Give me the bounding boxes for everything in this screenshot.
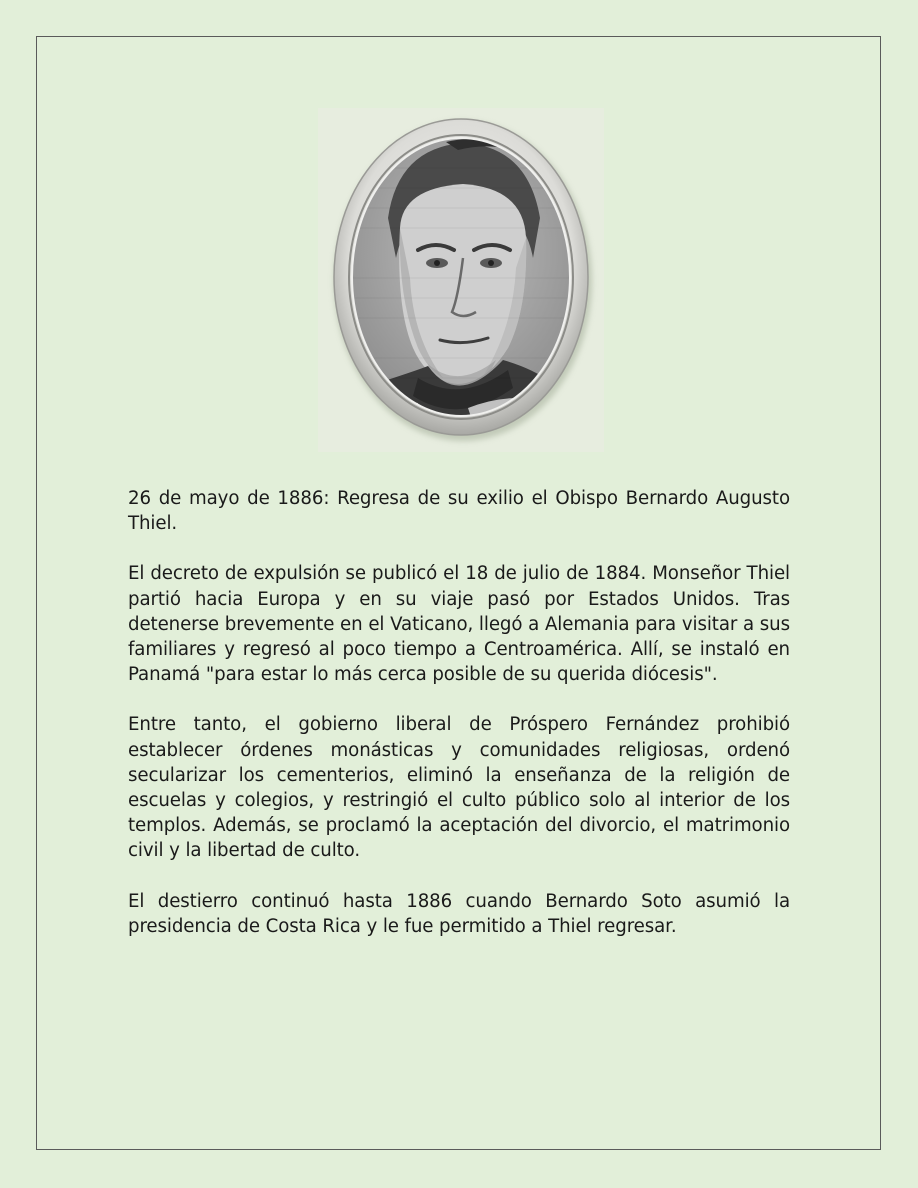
paragraph-expulsion: El decreto de expulsión se publicó el 18 de julio de 1884. Monseñor Thiel partió hacia Europa y en su viaje pasó por Estados Unidos. Tras detenerse brevemente en el Vaticano, llegó a Alemania para visitar a sus familiares y regresó al poco tiempo a Centroamérica. Allí, se instaló en Panamá "para estar lo más cerca posible de su querida diócesis".: [128, 563, 790, 686]
portrait-image: [318, 108, 604, 452]
article-body: [128, 486, 790, 964]
paragraph-exile-end: El destierro continuó hasta 1886 cuando Bernardo Soto asumió la presidencia de Costa Rica y le fue permitido a Thiel regresar.: [128, 890, 790, 937]
paragraph-date-heading: 26 de mayo de 1886: Regresa de su exilio el Obispo Bernardo Augusto Thiel.: [128, 488, 790, 535]
portrait-frame: [318, 108, 604, 452]
paragraph-liberal-government: Entre tanto, el gobierno liberal de Próspero Fernández prohibió establecer órdenes monásticas y comunidades religiosas, ordenó secularizar los cementerios, eliminó la enseñanza de la religión de escuelas y colegios, y restringió el culto público solo al interior de los templos. Además, se proclamó la aceptación del divorcio, el matrimonio civil y la libertad de culto.: [128, 714, 790, 862]
